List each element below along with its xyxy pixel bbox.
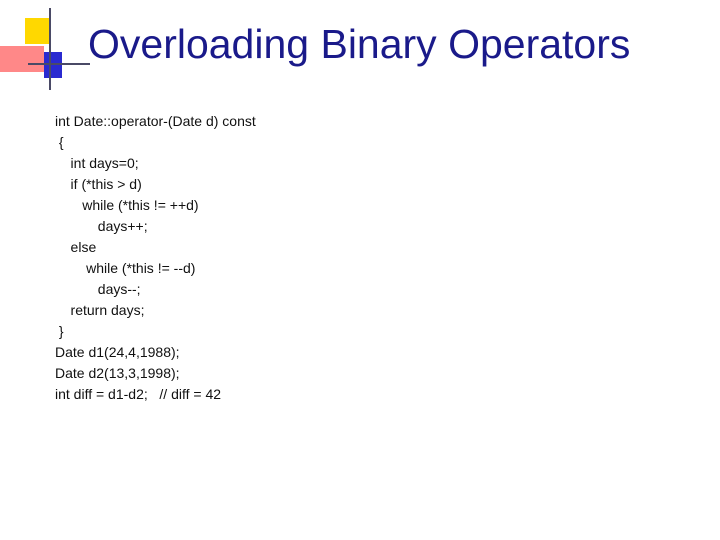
code-line: {: [55, 134, 64, 150]
code-line: while (*this != ++d): [55, 197, 199, 213]
code-block: [55, 111, 655, 405]
logo-red-square-icon: [0, 46, 44, 72]
code-line: while (*this != --d): [55, 260, 196, 276]
code-line: Date d1(24,4,1988);: [55, 344, 180, 360]
slide-title: Overloading Binary Operators: [88, 21, 631, 67]
code-line: days++;: [55, 218, 148, 234]
code-line: Date d2(13,3,1998);: [55, 365, 180, 381]
code-line: return days;: [55, 302, 145, 318]
code-line: if (*this > d): [55, 176, 142, 192]
code-line: }: [55, 323, 64, 339]
code-line: int days=0;: [55, 155, 139, 171]
logo-vertical-line-icon: [49, 8, 51, 90]
logo-horizontal-line-icon: [28, 63, 90, 65]
logo-blue-square-icon: [44, 52, 62, 78]
code-line: else: [55, 239, 97, 255]
code-line: days--;: [55, 281, 141, 297]
code-line: int diff = d1-d2; // diff = 42: [55, 386, 222, 402]
logo-yellow-square-icon: [25, 18, 51, 44]
code-line: int Date::operator-(Date d) const: [55, 113, 256, 129]
